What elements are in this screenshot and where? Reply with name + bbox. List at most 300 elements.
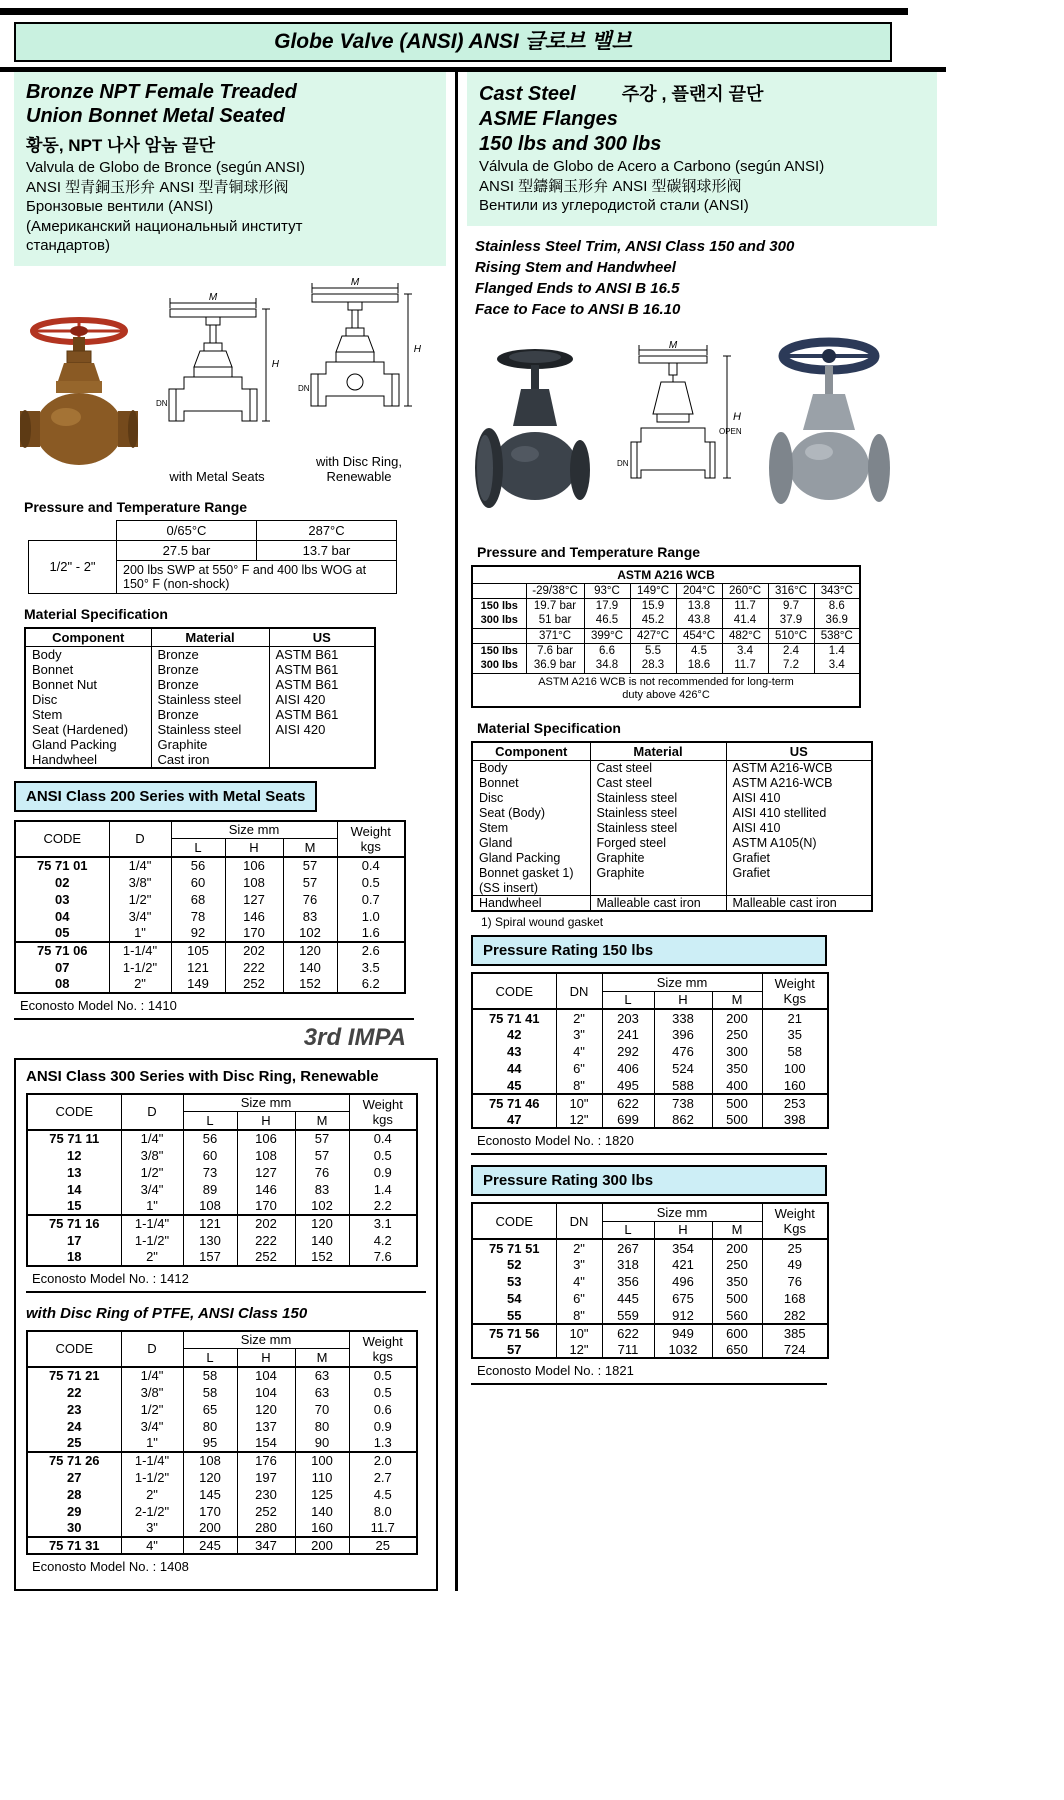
table-row xyxy=(15,857,405,874)
table-row xyxy=(472,1094,828,1111)
table-cell: 11.7 xyxy=(349,1520,417,1537)
feature-line: Flanged Ends to ANSI B 16.5 xyxy=(475,279,680,297)
pt-note-cell xyxy=(472,673,860,707)
table-cell: 8" xyxy=(556,1307,602,1324)
table-cell: 120 xyxy=(183,1469,237,1486)
dim-label-dn: DN xyxy=(156,399,168,409)
table-row xyxy=(25,692,375,707)
table-cell: 44 xyxy=(472,1060,556,1077)
table-cell: 150 lbs xyxy=(472,643,526,658)
title-line-russian: Бронзовые вентили (ANSI) xyxy=(26,198,214,215)
model-no-1412: Econosto Model No. : 1412 xyxy=(26,1267,426,1293)
table-row xyxy=(27,1367,417,1384)
dark-valve-photo-wrap xyxy=(473,344,595,530)
table-cell: 22 xyxy=(27,1384,121,1401)
table-row xyxy=(27,1181,417,1198)
table-cell xyxy=(726,881,872,896)
table-cell: AISI 420 xyxy=(269,722,375,737)
dim-label-m: M xyxy=(350,276,360,288)
col-header-l: L xyxy=(602,1221,654,1239)
table-cell: 160 xyxy=(295,1520,349,1537)
table-cell: 28.3 xyxy=(630,658,676,673)
table-cell: 1/4" xyxy=(121,1130,183,1147)
table-cell: 36.9 bar xyxy=(526,658,584,673)
table-cell: 427°C xyxy=(630,628,676,643)
table-cell: 252 xyxy=(237,1503,295,1520)
pt-note-cell xyxy=(117,560,397,593)
col-header: Component xyxy=(25,628,151,647)
table-cell: Grafiet xyxy=(726,851,872,866)
table-cell: 2" xyxy=(121,1486,183,1503)
table-cell: 127 xyxy=(237,1164,295,1181)
table-cell: 17 xyxy=(27,1232,121,1249)
title-line-spanish: Valvula de Globo de Bronce (según ANSI) xyxy=(26,159,306,176)
table-cell: 2.2 xyxy=(349,1198,417,1215)
table-cell: 738 xyxy=(654,1094,712,1111)
ptfe-section-header: with Disc Ring of PTFE, ANSI Class 150 xyxy=(26,1304,308,1322)
pt-note-line: duty above 426°C xyxy=(622,689,710,702)
table-cell: 120 xyxy=(295,1215,349,1232)
table-row xyxy=(27,1486,417,1503)
table-cell: 500 xyxy=(712,1290,762,1307)
table-cell: 127 xyxy=(225,891,283,908)
table-cell: 152 xyxy=(295,1249,349,1266)
table-cell: 1.3 xyxy=(349,1435,417,1452)
table-cell: 253 xyxy=(762,1094,828,1111)
table-cell: 3" xyxy=(556,1256,602,1273)
table-cell: 108 xyxy=(183,1198,237,1215)
page-title xyxy=(14,22,892,62)
title-line-korean: 주강 , 플랜지 끝단 xyxy=(621,84,764,104)
bronze-valve-photo xyxy=(20,315,138,485)
dim-label-m: M xyxy=(668,339,678,351)
col-header-l: L xyxy=(171,839,225,857)
dim-label-h: H xyxy=(271,359,279,371)
col-header-code: CODE xyxy=(27,1331,121,1367)
weight-unit: Kgs xyxy=(783,991,806,1006)
table-row xyxy=(472,1009,828,1026)
table-row xyxy=(25,707,375,722)
table-cell: 63 xyxy=(295,1367,349,1384)
weight-label: Weight xyxy=(350,823,391,839)
table-row xyxy=(472,896,872,912)
gasket-footnote: 1) Spiral wound gasket xyxy=(481,915,604,929)
col-header-size: Size mm xyxy=(183,1331,349,1349)
table-cell: 75 71 21 xyxy=(27,1367,121,1384)
table-cell: 0.5 xyxy=(337,874,405,891)
table-cell: 137 xyxy=(237,1418,295,1435)
col-header-code: CODE xyxy=(472,973,556,1009)
title-line-chinese: ANSI 型青銅玉形弁 ANSI 型青铜球形阀 xyxy=(26,178,289,196)
col-header-h: H xyxy=(237,1349,295,1367)
table-cell: 350 xyxy=(712,1060,762,1077)
table-row xyxy=(472,1273,828,1290)
table-cell: 222 xyxy=(237,1232,295,1249)
table-cell: Gland Packing xyxy=(472,851,590,866)
class300-section-header: ANSI Class 300 Series with Disc Ring, Renewable xyxy=(26,1067,379,1085)
table-cell: 8.0 xyxy=(349,1503,417,1520)
table-cell xyxy=(472,583,526,598)
table-cell: 7.6 bar xyxy=(526,643,584,658)
table-cell: Cast steel xyxy=(590,776,726,791)
table-cell: 2.4 xyxy=(768,643,814,658)
table-cell: 510°C xyxy=(768,628,814,643)
size-range-cell: 1/2" - 2" xyxy=(29,540,117,593)
table-cell: 0.9 xyxy=(349,1164,417,1181)
col-header-code: CODE xyxy=(472,1203,556,1239)
table-cell: Body xyxy=(25,646,151,662)
pt-note-line: ASTM A216 WCB is not recommended for long-term xyxy=(538,675,794,688)
table-cell: 68 xyxy=(171,891,225,908)
flanged-valve-photo xyxy=(759,334,893,530)
col-header: US xyxy=(726,742,872,761)
dim-label-dn: DN xyxy=(298,383,310,393)
material-spec-table-left xyxy=(24,627,376,769)
table-cell: Stem xyxy=(472,821,590,836)
col-header-l: L xyxy=(183,1349,237,1367)
title-line-chinese: ANSI 型鑄鋼玉形弁 ANSI 型碳钢球形阀 xyxy=(479,177,742,195)
table-cell xyxy=(269,737,375,752)
table-cell: 75 71 46 xyxy=(472,1094,556,1111)
ptfe-table xyxy=(26,1330,418,1555)
table-cell: 2" xyxy=(556,1009,602,1026)
table-row xyxy=(472,1256,828,1273)
table-cell: Stainless steel xyxy=(151,692,269,707)
title-line: ASME Flanges xyxy=(479,108,618,130)
table-cell: AISI 420 xyxy=(269,692,375,707)
table-cell: 588 xyxy=(654,1077,712,1094)
table-cell: 75 71 06 xyxy=(15,942,109,959)
table-cell: 75 71 51 xyxy=(472,1239,556,1256)
table-row xyxy=(472,1060,828,1077)
table-cell: 949 xyxy=(654,1324,712,1341)
table-cell: 45.2 xyxy=(630,613,676,628)
dim-label-open: OPEN xyxy=(719,426,742,436)
table-header-row xyxy=(25,628,375,647)
table-cell: 35 xyxy=(762,1026,828,1043)
table-cell: 200 xyxy=(183,1520,237,1537)
table-cell: 7.2 xyxy=(768,658,814,673)
table-cell: 1/4" xyxy=(109,857,171,874)
col-header-weight xyxy=(762,1203,828,1239)
page-title-text: Globe Valve (ANSI) ANSI 글로브 밸브 xyxy=(274,30,632,53)
title-line: Bronze NPT Female Treaded xyxy=(26,81,297,103)
table-row xyxy=(472,658,860,673)
column-divider xyxy=(455,72,458,1591)
table-header-row xyxy=(472,973,828,991)
table-cell: 675 xyxy=(654,1290,712,1307)
table-cell: 140 xyxy=(295,1503,349,1520)
table-cell: ASTM B61 xyxy=(269,662,375,677)
table-header-row xyxy=(27,1331,417,1349)
table-cell: 108 xyxy=(237,1147,295,1164)
table-cell: 203 xyxy=(602,1009,654,1026)
impa-note: 3rd IMPA xyxy=(303,1023,406,1051)
table-cell: 104 xyxy=(237,1367,295,1384)
table-cell: 202 xyxy=(225,942,283,959)
table-cell: 18 xyxy=(27,1249,121,1266)
table-cell: 149°C xyxy=(630,583,676,598)
drawing-disc-ring-wrap xyxy=(296,276,422,485)
table-cell: 12 xyxy=(27,1147,121,1164)
table-cell: 4" xyxy=(556,1273,602,1290)
table-cell: 3.5 xyxy=(337,959,405,976)
table-cell: 371°C xyxy=(526,628,584,643)
table-cell: 1.4 xyxy=(349,1181,417,1198)
table-cell: 07 xyxy=(15,959,109,976)
table-cell: 15.9 xyxy=(630,598,676,613)
table-cell: 160 xyxy=(762,1077,828,1094)
table-cell: 93°C xyxy=(584,583,630,598)
table-cell: 3/8" xyxy=(121,1384,183,1401)
table-cell: 145 xyxy=(183,1486,237,1503)
table-cell: 282 xyxy=(762,1307,828,1324)
table-cell: 13 xyxy=(27,1164,121,1181)
table-cell: 1-1/2" xyxy=(121,1469,183,1486)
table-cell: Body xyxy=(472,761,590,776)
table-cell: 0.6 xyxy=(349,1401,417,1418)
table-row xyxy=(472,643,860,658)
dim-label-m: M xyxy=(208,292,218,304)
col-header-m: M xyxy=(283,839,337,857)
col-header-m: M xyxy=(712,991,762,1009)
col-header: Material xyxy=(590,742,726,761)
table-row xyxy=(472,1026,828,1043)
table-row xyxy=(25,646,375,662)
table-cell: 120 xyxy=(237,1401,295,1418)
table-row xyxy=(29,540,397,560)
weight-label: Weight xyxy=(362,1333,403,1349)
table-header-row xyxy=(472,566,860,584)
table-row xyxy=(27,1469,417,1486)
col-header: US xyxy=(269,628,375,647)
table-cell: -29/38°C xyxy=(526,583,584,598)
table-cell: 146 xyxy=(237,1181,295,1198)
title-line-korean: 황동, NPT 나사 암놈 끝단 xyxy=(26,136,215,155)
table-cell: 154 xyxy=(237,1435,295,1452)
table-cell: 6" xyxy=(556,1060,602,1077)
table-cell: 1" xyxy=(109,925,171,942)
astm-header: ASTM A216 WCB xyxy=(472,566,860,584)
table-row xyxy=(15,874,405,891)
table-cell: ASTM B61 xyxy=(269,646,375,662)
table-row xyxy=(25,752,375,768)
table-cell: 421 xyxy=(654,1256,712,1273)
table-cell: 75 71 16 xyxy=(27,1215,121,1232)
table-cell: 0.4 xyxy=(349,1130,417,1147)
table-cell: 121 xyxy=(183,1215,237,1232)
pressure-cell: 27.5 bar xyxy=(117,540,257,560)
table-cell: 83 xyxy=(283,908,337,925)
table-cell: 2.6 xyxy=(337,942,405,959)
cast-steel-title-block xyxy=(467,72,937,226)
table-cell: 57 xyxy=(283,874,337,891)
table-row xyxy=(27,1232,417,1249)
table-cell: 25 xyxy=(762,1239,828,1256)
table-cell: 57 xyxy=(295,1130,349,1147)
table-cell: 02 xyxy=(15,874,109,891)
table-row xyxy=(472,851,872,866)
table-cell: 495 xyxy=(602,1077,654,1094)
table-cell: AISI 410 xyxy=(726,791,872,806)
table-cell: 560 xyxy=(712,1307,762,1324)
table-cell: 280 xyxy=(237,1520,295,1537)
table-row xyxy=(15,908,405,925)
temp-header: 287°C xyxy=(257,520,397,540)
table-cell: 343°C xyxy=(814,583,860,598)
table-cell: 1.6 xyxy=(337,925,405,942)
table-cell: 78 xyxy=(171,908,225,925)
col-header-weight xyxy=(349,1331,417,1367)
col-header-size: Size mm xyxy=(171,821,337,839)
gray-valve-photo-wrap xyxy=(759,334,893,530)
table-cell: 43 xyxy=(472,1043,556,1060)
table-row xyxy=(27,1520,417,1537)
table-cell: 36.9 xyxy=(814,613,860,628)
pr300-section-header: Pressure Rating 300 lbs xyxy=(471,1165,827,1196)
table-cell: 13.8 xyxy=(676,598,722,613)
table-cell: 56 xyxy=(171,857,225,874)
table-cell: 354 xyxy=(654,1239,712,1256)
table-cell: 43.8 xyxy=(676,613,722,628)
table-cell: 3" xyxy=(121,1520,183,1537)
table-cell: 4.5 xyxy=(676,643,722,658)
table-row xyxy=(472,598,860,613)
dim-label-dn: DN xyxy=(617,458,629,468)
weight-unit: Kgs xyxy=(783,1221,806,1236)
table-cell: 106 xyxy=(237,1130,295,1147)
table-cell: 3/8" xyxy=(109,874,171,891)
table-cell: Grafiet xyxy=(726,866,872,881)
table-row xyxy=(27,1418,417,1435)
table-cell: 08 xyxy=(15,976,109,993)
table-cell: 57 xyxy=(295,1147,349,1164)
table-cell: 6.6 xyxy=(584,643,630,658)
table-cell: Gland Packing xyxy=(25,737,151,752)
table-cell: 106 xyxy=(225,857,283,874)
table-cell: 600 xyxy=(712,1324,762,1341)
drawing-open-wrap xyxy=(611,340,743,530)
table-cell: 1/2" xyxy=(109,891,171,908)
table-cell: 400 xyxy=(712,1077,762,1094)
bronze-valve-photo-wrap xyxy=(20,315,138,485)
table-cell: 1/2" xyxy=(121,1401,183,1418)
table-cell: 399°C xyxy=(584,628,630,643)
title-line: Cast Steel xyxy=(479,83,576,105)
table-cell: Graphite xyxy=(590,851,726,866)
table-cell: 241 xyxy=(602,1026,654,1043)
cast-steel-valve-photo xyxy=(473,344,595,530)
table-cell: Malleable cast iron xyxy=(726,896,872,912)
table-cell: 300 lbs xyxy=(472,658,526,673)
table-cell: 25 xyxy=(349,1537,417,1554)
table-row xyxy=(15,976,405,993)
table-cell: 42 xyxy=(472,1026,556,1043)
table-cell: 3.1 xyxy=(349,1215,417,1232)
table-row xyxy=(472,1290,828,1307)
table-cell: 25 xyxy=(27,1435,121,1452)
caption-metal-seats: with Metal Seats xyxy=(169,469,265,485)
table-row xyxy=(27,1164,417,1181)
table-cell: Forged steel xyxy=(590,836,726,851)
table-cell: 300 lbs xyxy=(472,613,526,628)
table-row xyxy=(27,1198,417,1215)
table-cell: 140 xyxy=(295,1232,349,1249)
table-cell: 75 71 31 xyxy=(27,1537,121,1554)
title-line: 150 lbs and 300 lbs xyxy=(479,133,662,155)
table-cell: 58 xyxy=(183,1367,237,1384)
table-row xyxy=(472,583,860,598)
table-row xyxy=(472,806,872,821)
table-cell: 4" xyxy=(556,1043,602,1060)
table-header-row xyxy=(27,1094,417,1112)
table-row xyxy=(472,776,872,791)
col-header-d: D xyxy=(109,821,171,857)
class300-table xyxy=(26,1093,418,1267)
pr300-table xyxy=(471,1202,829,1359)
table-cell: 267 xyxy=(602,1239,654,1256)
table-row xyxy=(27,1384,417,1401)
table-row xyxy=(472,881,872,896)
title-line: Union Bonnet Metal Seated xyxy=(26,105,285,127)
col-header-m: M xyxy=(295,1112,349,1130)
table-cell: 3/8" xyxy=(121,1147,183,1164)
table-cell: 100 xyxy=(295,1452,349,1469)
table-cell: 15 xyxy=(27,1198,121,1215)
table-cell: 60 xyxy=(171,874,225,891)
bronze-valve-images xyxy=(14,266,446,487)
table-cell: 1-1/4" xyxy=(121,1215,183,1232)
table-cell: 699 xyxy=(602,1111,654,1128)
model-no-1410: Econosto Model No. : 1410 xyxy=(14,994,414,1020)
table-cell: Cast steel xyxy=(590,761,726,776)
table-cell: 176 xyxy=(237,1452,295,1469)
table-cell: 350 xyxy=(712,1273,762,1290)
table-cell: 2" xyxy=(556,1239,602,1256)
table-cell: 622 xyxy=(602,1094,654,1111)
temp-header: 0/65°C xyxy=(117,520,257,540)
weight-label: Weight xyxy=(774,1206,815,1221)
table-cell: 356 xyxy=(602,1273,654,1290)
cast-steel-valve-images xyxy=(467,324,937,532)
table-cell: 90 xyxy=(295,1435,349,1452)
col-header-code: CODE xyxy=(15,821,109,857)
table-cell: 125 xyxy=(295,1486,349,1503)
table-cell: 559 xyxy=(602,1307,654,1324)
table-cell: 121 xyxy=(171,959,225,976)
table-cell: 3/4" xyxy=(109,908,171,925)
table-cell: 49 xyxy=(762,1256,828,1273)
table-cell: 316°C xyxy=(768,583,814,598)
table-cell: 37.9 xyxy=(768,613,814,628)
table-row xyxy=(25,677,375,692)
table-cell: Seat (Hardened) xyxy=(25,722,151,737)
table-cell: 4.2 xyxy=(349,1232,417,1249)
pt-range-title-right: Pressure and Temperature Range xyxy=(477,543,701,560)
table-cell: 29 xyxy=(27,1503,121,1520)
table-cell: 2" xyxy=(121,1249,183,1266)
table-cell: (SS insert) xyxy=(472,881,590,896)
table-cell: 230 xyxy=(237,1486,295,1503)
table-cell: 5.5 xyxy=(630,643,676,658)
title-line-russian: (Американский национальный институт xyxy=(26,217,303,235)
table-row xyxy=(472,1307,828,1324)
table-row xyxy=(472,821,872,836)
table-cell: 2" xyxy=(109,976,171,993)
table-cell: 0.4 xyxy=(337,857,405,874)
table-cell: 204°C xyxy=(676,583,722,598)
table-cell: 58 xyxy=(183,1384,237,1401)
